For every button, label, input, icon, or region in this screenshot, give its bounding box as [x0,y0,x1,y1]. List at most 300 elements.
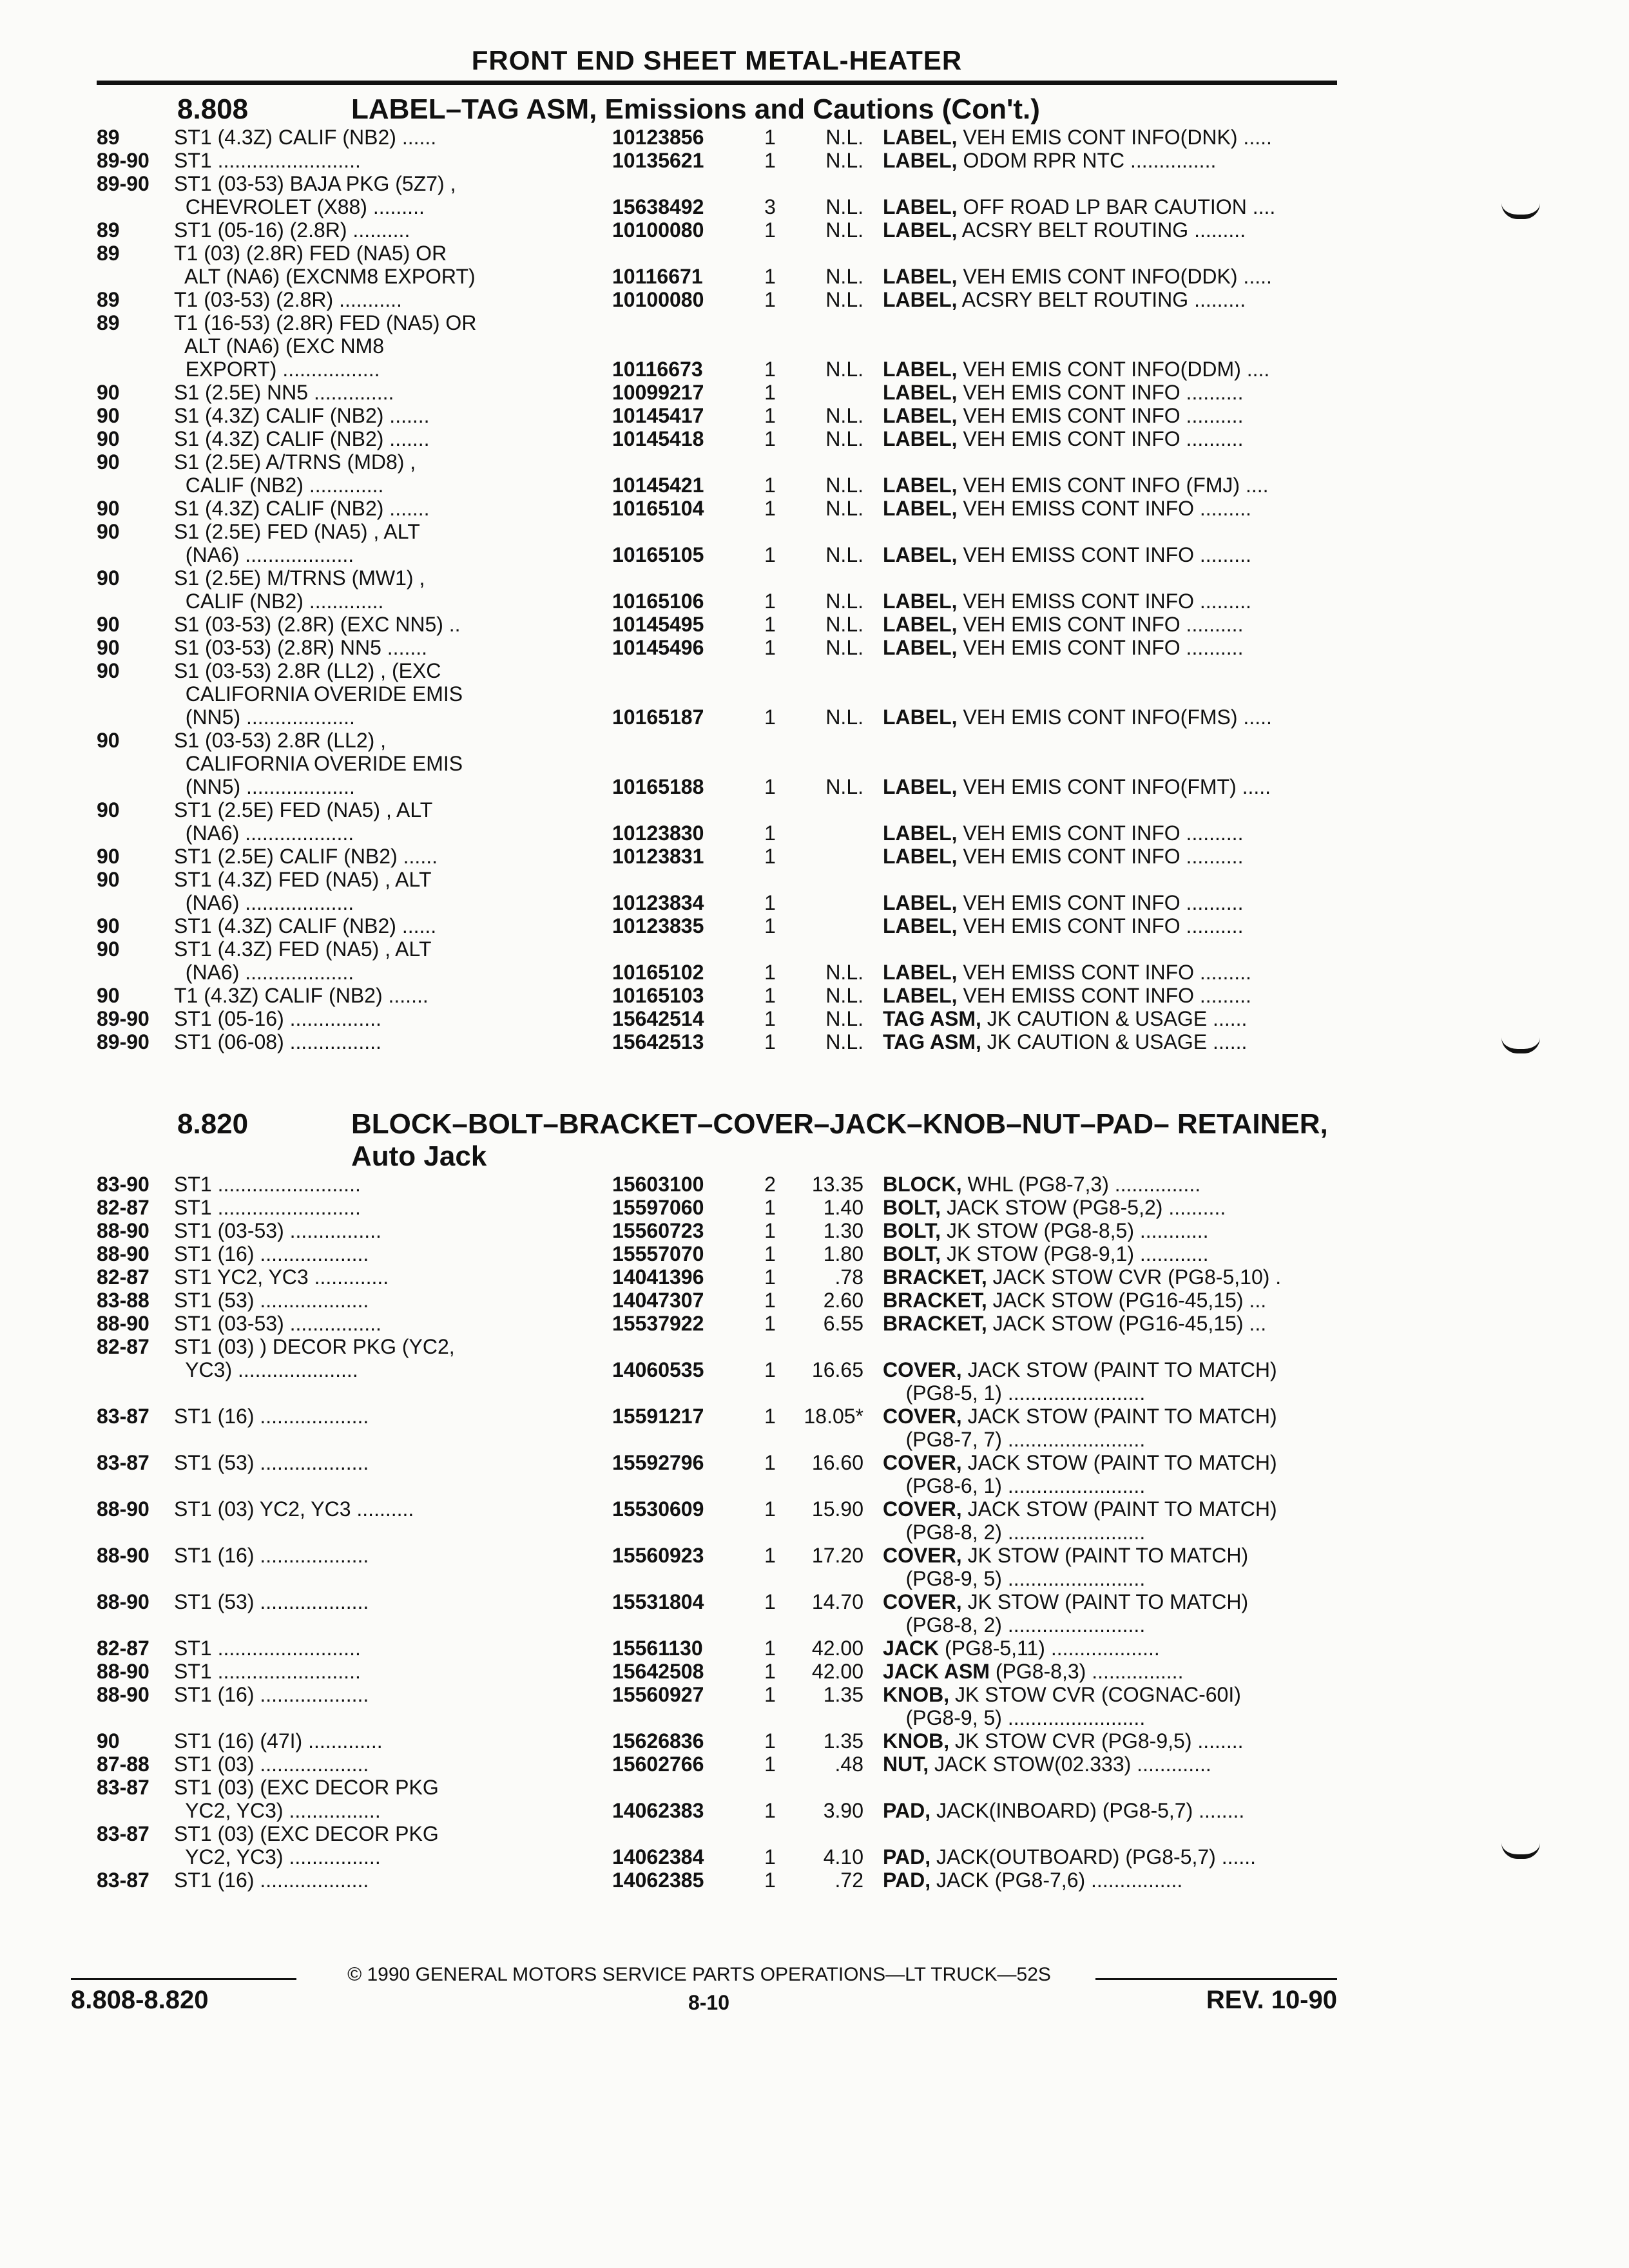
part-name [883,1474,1356,1497]
part-name-keyword: LABEL, [883,358,958,381]
part-number: 15638492 [612,195,704,218]
part-name-detail: ODOM RPR NTC ............... [957,149,1217,172]
part-name-keyword: LABEL, [883,636,958,659]
part-number: 15591217 [612,1405,704,1428]
part-name-detail: VEH EMIS CONT INFO(DDK) ..... [957,265,1272,288]
quantity: 1 [764,1242,776,1265]
table-row [97,1474,1337,1497]
application: ALT (NA6) (EXCNM8 EXPORT) [174,265,476,288]
part-name [883,1683,1356,1706]
model-year: 88-90 [97,1544,149,1567]
part-number: 10135621 [612,149,704,172]
part-name-keyword: LABEL, [883,543,958,566]
part-name-keyword: BOLT, [883,1242,941,1265]
quantity: 1 [764,1289,776,1312]
part-name-detail: (PG8-5,11) ................... [939,1637,1160,1660]
price: 1.35 [823,1683,863,1706]
quantity: 1 [764,613,776,636]
table-row [97,1312,1337,1335]
price: N.L. [825,404,863,427]
section-number: 8.820 [177,1108,249,1140]
part-name-detail: JACK (PG8-7,6) ................ [930,1869,1183,1892]
part-name [883,1613,1356,1637]
part-name-detail: VEH EMIS CONT INFO(DNK) ..... [957,126,1272,149]
table-row [97,358,1337,381]
part-name [883,497,1356,520]
part-name [883,1007,1356,1030]
part-number: 10099217 [612,381,704,404]
price: N.L. [825,288,863,311]
table-row [97,218,1337,242]
part-name-detail: JACK STOW (PAINT TO MATCH) [961,1451,1277,1474]
quantity: 1 [764,891,776,914]
quantity: 1 [764,1729,776,1753]
quantity: 1 [764,1753,776,1776]
application: ST1 (16) ................... [174,1242,369,1265]
section-heading: LABEL–TAG ASM, Emissions and Cautions (Con't.) [351,93,1040,125]
model-year: 87-88 [97,1753,149,1776]
part-name-detail: (PG8-7, 7) ........................ [883,1428,1146,1451]
model-year: 90 [97,381,120,404]
table-row [97,1358,1337,1381]
table-row [97,636,1337,659]
application: CALIFORNIA OVERIDE EMIS [174,682,463,706]
part-number: 15557070 [612,1242,704,1265]
part-name-detail: JACK STOW CVR (PG8-5,10) . [987,1265,1282,1289]
price: N.L. [825,474,863,497]
part-name [883,1381,1356,1405]
binder-tab-mark [1501,1037,1540,1053]
part-name-keyword: LABEL, [883,590,958,613]
quantity: 1 [764,1451,776,1474]
application: S1 (03-53) (2.8R) NN5 ....... [174,636,428,659]
part-number: 15560927 [612,1683,704,1706]
quantity: 1 [764,474,776,497]
price: N.L. [825,265,863,288]
price: 1.35 [823,1729,863,1753]
part-number: 10123856 [612,126,704,149]
part-number: 10165104 [612,497,704,520]
part-name-keyword: PAD, [883,1869,931,1892]
part-number: 15626836 [612,1729,704,1753]
table-row [97,1405,1337,1428]
part-name-keyword: LABEL, [883,497,958,520]
model-year: 90 [97,729,120,752]
application: T1 (03) (2.8R) FED (NA5) OR [174,242,447,265]
part-name-keyword: COVER, [883,1451,962,1474]
quantity: 1 [764,822,776,845]
quantity: 1 [764,845,776,868]
application: ST1 (2.5E) FED (NA5) , ALT [174,798,433,822]
application: ST1 (05-16) ................ [174,1007,381,1030]
quantity: 1 [764,497,776,520]
part-name [883,1030,1356,1053]
part-name-detail: JACK(INBOARD) (PG8-5,7) ........ [930,1799,1245,1822]
part-name-keyword: LABEL, [883,961,958,984]
table-row [97,1335,1337,1358]
part-number: 10165105 [612,543,704,566]
application: ST1 (16) ................... [174,1869,369,1892]
part-name [883,914,1356,937]
part-name [883,1265,1356,1289]
table-row [97,613,1337,636]
application: CALIF (NB2) ............. [174,474,384,497]
price: N.L. [825,961,863,984]
price: N.L. [825,126,863,149]
quantity: 1 [764,288,776,311]
application: CHEVROLET (X88) ......... [174,195,425,218]
part-name-keyword: LABEL, [883,914,958,937]
application: ST1 (06-08) ................ [174,1030,381,1053]
model-year: 90 [97,613,120,636]
application: S1 (4.3Z) CALIF (NB2) ....... [174,427,430,450]
part-name [883,1590,1356,1613]
part-number: 15642513 [612,1030,704,1053]
table-row [97,706,1337,729]
model-year: 90 [97,1729,120,1753]
model-year: 83-88 [97,1289,149,1312]
part-name-keyword: LABEL, [883,822,958,845]
table-row [97,1289,1337,1312]
section-heading-line2: Auto Jack [351,1140,487,1172]
table-row [97,265,1337,288]
quantity: 1 [764,1007,776,1030]
model-year: 82-87 [97,1196,149,1219]
table-row [97,1706,1337,1729]
application: ST1 (03) (EXC DECOR PKG [174,1822,439,1845]
model-year: 83-87 [97,1869,149,1892]
part-number: 15560923 [612,1544,704,1567]
application: YC2, YC3) ................ [174,1799,381,1822]
application: (NA6) ................... [174,961,354,984]
model-year: 89 [97,311,120,334]
application: ST1 (4.3Z) FED (NA5) , ALT [174,937,432,961]
table-row [97,1799,1337,1822]
part-name-keyword: PAD, [883,1799,931,1822]
quantity: 1 [764,914,776,937]
table-row [97,659,1337,682]
price: N.L. [825,706,863,729]
part-name [883,1521,1356,1544]
price: N.L. [825,636,863,659]
model-year: 89 [97,126,120,149]
footer-rule [1095,1978,1337,1980]
part-name-detail: VEH EMIS CONT INFO .......... [957,822,1244,845]
price: N.L. [825,427,863,450]
part-name [883,1219,1356,1242]
table-row [97,752,1337,775]
parts-table [97,126,1337,1053]
table-row [97,798,1337,822]
price: N.L. [825,1007,863,1030]
part-name [883,288,1356,311]
table-row [97,1869,1337,1892]
model-year: 82-87 [97,1637,149,1660]
price: 1.30 [823,1219,863,1242]
part-name-keyword: LABEL, [883,706,958,729]
part-name-detail: VEH EMISS CONT INFO ......... [957,984,1251,1007]
price: 14.70 [811,1590,863,1613]
table-row [97,149,1337,172]
price: N.L. [825,543,863,566]
part-name-keyword: KNOB, [883,1683,950,1706]
section-title [97,93,1337,126]
section-8-808 [97,93,1337,1053]
quantity: 1 [764,1845,776,1869]
quantity: 1 [764,381,776,404]
page-header: FRONT END SHEET METAL-HEATER [471,45,963,75]
price: N.L. [825,195,863,218]
price: 1.40 [823,1196,863,1219]
part-name [883,1845,1356,1869]
part-name-keyword: JACK [883,1637,940,1660]
part-number: 14062384 [612,1845,704,1869]
part-name [883,1428,1356,1451]
application: T1 (16-53) (2.8R) FED (NA5) OR [174,311,477,334]
part-name-detail: VEH EMIS CONT INFO .......... [957,381,1244,404]
part-name-keyword: BRACKET, [883,1289,987,1312]
part-name-detail: JK CAUTION & USAGE ...... [981,1007,1248,1030]
table-row [97,404,1337,427]
table-row [97,1753,1337,1776]
application: S1 (2.5E) FED (NA5) , ALT [174,520,420,543]
footer-rule [71,1978,296,1980]
part-number: 15530609 [612,1497,704,1521]
application: ALT (NA6) (EXC NM8 [174,334,384,358]
part-number: 15642514 [612,1007,704,1030]
model-year: 83-90 [97,1173,149,1196]
quantity: 1 [764,358,776,381]
price: N.L. [825,613,863,636]
price: 13.35 [811,1173,863,1196]
part-name-detail: JACK STOW (PAINT TO MATCH) [961,1405,1277,1428]
application: ST1 (03) (EXC DECOR PKG [174,1776,439,1799]
part-name-detail: VEH EMIS CONT INFO .......... [957,914,1244,937]
price: .72 [834,1869,863,1892]
part-number: 10145417 [612,404,704,427]
part-name-keyword: COVER, [883,1590,962,1613]
model-year: 88-90 [97,1497,149,1521]
table-row [97,868,1337,891]
application: ST1 (03-53) ................ [174,1312,381,1335]
part-number: 15560723 [612,1219,704,1242]
part-number: 10145421 [612,474,704,497]
part-name-detail: (PG8-9, 5) ........................ [883,1706,1146,1729]
part-name-keyword: LABEL, [883,775,958,798]
application: CALIFORNIA OVERIDE EMIS [174,752,463,775]
application: S1 (03-53) 2.8R (LL2) , [174,729,387,752]
table-row [97,1845,1337,1869]
table-row [97,311,1337,334]
part-number: 15561130 [612,1637,703,1660]
part-name-keyword: PAD, [883,1845,931,1869]
part-name-detail: JK STOW CVR (COGNAC-60I) [949,1683,1241,1706]
part-name-keyword: LABEL, [883,404,958,427]
application: ST1 ......................... [174,1196,361,1219]
quantity: 1 [764,1030,776,1053]
model-year: 90 [97,404,120,427]
part-name-keyword: BOLT, [883,1219,941,1242]
part-number: 10165103 [612,984,704,1007]
part-name [883,822,1356,845]
part-name-detail: JACK STOW (PG16-45,15) ... [987,1289,1267,1312]
quantity: 1 [764,543,776,566]
part-name [883,149,1356,172]
table-row [97,242,1337,265]
application: S1 (2.5E) NN5 .............. [174,381,394,404]
price: 6.55 [823,1312,863,1335]
part-name [883,474,1356,497]
price: N.L. [825,590,863,613]
application: S1 (4.3Z) CALIF (NB2) ....... [174,404,430,427]
model-year: 90 [97,659,120,682]
part-name [883,775,1356,798]
part-name-keyword: LABEL, [883,845,958,868]
application: CALIF (NB2) ............. [174,590,384,613]
part-number: 10145495 [612,613,704,636]
table-row [97,1637,1337,1660]
part-name [883,1451,1356,1474]
part-name-detail: (PG8-8, 2) ........................ [883,1613,1146,1637]
quantity: 1 [764,1265,776,1289]
part-name [883,891,1356,914]
application: ST1 (4.3Z) CALIF (NB2) ...... [174,126,437,149]
footer-section-range: 8.808-8.820 [71,1986,209,2014]
part-name [883,636,1356,659]
quantity: 1 [764,1869,776,1892]
part-name [883,1497,1356,1521]
quantity: 1 [764,590,776,613]
part-number: 14041396 [612,1265,704,1289]
table-row [97,775,1337,798]
part-name [883,1729,1356,1753]
part-name-keyword: LABEL, [883,613,958,636]
model-year: 90 [97,914,120,937]
price: N.L. [825,358,863,381]
part-name-detail: JACK STOW (PAINT TO MATCH) [961,1497,1277,1521]
part-name-keyword: LABEL, [883,126,958,149]
price: 17.20 [811,1544,863,1567]
quantity: 1 [764,1405,776,1428]
application: EXPORT) ................. [174,358,380,381]
part-number: 10100080 [612,288,704,311]
part-name-detail: VEH EMIS CONT INFO(DDM) .... [957,358,1270,381]
part-name [883,1637,1356,1660]
part-name [883,126,1356,149]
application: S1 (2.5E) M/TRNS (MW1) , [174,566,425,590]
part-name-keyword: TAG ASM, [883,1007,981,1030]
table-row [97,845,1337,868]
quantity: 1 [764,1312,776,1335]
model-year: 89-90 [97,1030,149,1053]
table-row [97,195,1337,218]
part-name [883,1358,1356,1381]
part-name-keyword: COVER, [883,1544,962,1567]
application: ST1 (05-16) (2.8R) .......... [174,218,410,242]
table-row [97,1776,1337,1799]
part-number: 10123830 [612,822,704,845]
table-row [97,1683,1337,1706]
application: ST1 ......................... [174,149,361,172]
part-name-keyword: LABEL, [883,984,958,1007]
quantity: 1 [764,404,776,427]
part-name-keyword: BOLT, [883,1196,941,1219]
price: 3.90 [823,1799,863,1822]
part-name [883,613,1356,636]
part-name-keyword: COVER, [883,1497,962,1521]
part-number: 10123835 [612,914,704,937]
part-name-detail: (PG8-8,3) ................ [989,1660,1184,1683]
table-row [97,450,1337,474]
part-name [883,1173,1356,1196]
part-name-keyword: LABEL, [883,427,958,450]
table-row [97,1497,1337,1521]
quantity: 1 [764,1497,776,1521]
table-row [97,288,1337,311]
table-row [97,937,1337,961]
part-name-detail: OFF ROAD LP BAR CAUTION .... [957,195,1276,218]
part-name-detail: (PG8-6, 1) ........................ [883,1474,1146,1497]
table-row [97,474,1337,497]
part-name-detail: JACK STOW (PG8-5,2) .......... [941,1196,1226,1219]
model-year: 88-90 [97,1242,149,1265]
table-row [97,566,1337,590]
part-name-detail: WHL (PG8-7,3) ............... [961,1173,1201,1196]
part-number: 15597060 [612,1196,704,1219]
part-name-detail: VEH EMISS CONT INFO ......... [957,590,1251,613]
section-heading [332,1108,1328,1173]
application: ST1 (2.5E) CALIF (NB2) ...... [174,845,438,868]
part-name-detail: VEH EMIS CONT INFO(FMS) ..... [957,706,1272,729]
table-row [97,334,1337,358]
part-name [883,845,1356,868]
application: S1 (4.3Z) CALIF (NB2) ....... [174,497,430,520]
quantity: 1 [764,1660,776,1683]
quantity: 3 [764,195,776,218]
quantity: 1 [764,1196,776,1219]
model-year: 90 [97,566,120,590]
model-year: 90 [97,868,120,891]
application: S1 (2.5E) A/TRNS (MD8) , [174,450,416,474]
table-row [97,1428,1337,1451]
quantity: 1 [764,1358,776,1381]
part-name-detail: VEH EMISS CONT INFO ......... [957,961,1251,984]
table-row [97,126,1337,149]
application: T1 (03-53) (2.8R) ........... [174,288,402,311]
model-year: 89 [97,242,120,265]
table-row [97,497,1337,520]
model-year: 90 [97,497,120,520]
model-year: 90 [97,450,120,474]
part-name-detail: ACSRY BELT ROUTING ......... [957,218,1246,242]
part-number: 10165106 [612,590,704,613]
part-name [883,961,1356,984]
quantity: 1 [764,775,776,798]
model-year: 89-90 [97,149,149,172]
part-name-detail: JK STOW (PG8-9,1) ............ [941,1242,1209,1265]
part-name-detail: JK STOW (PG8-8,5) ............ [941,1219,1209,1242]
model-year: 90 [97,798,120,822]
model-year: 82-87 [97,1335,149,1358]
part-name-detail: VEH EMIS CONT INFO (FMJ) .... [957,474,1269,497]
price: 15.90 [811,1497,863,1521]
table-row [97,543,1337,566]
table-row [97,822,1337,845]
part-name [883,1660,1356,1683]
price: 4.10 [823,1845,863,1869]
part-name-detail: VEH EMIS CONT INFO .......... [957,427,1244,450]
application: ST1 (16) (47I) ............. [174,1729,383,1753]
